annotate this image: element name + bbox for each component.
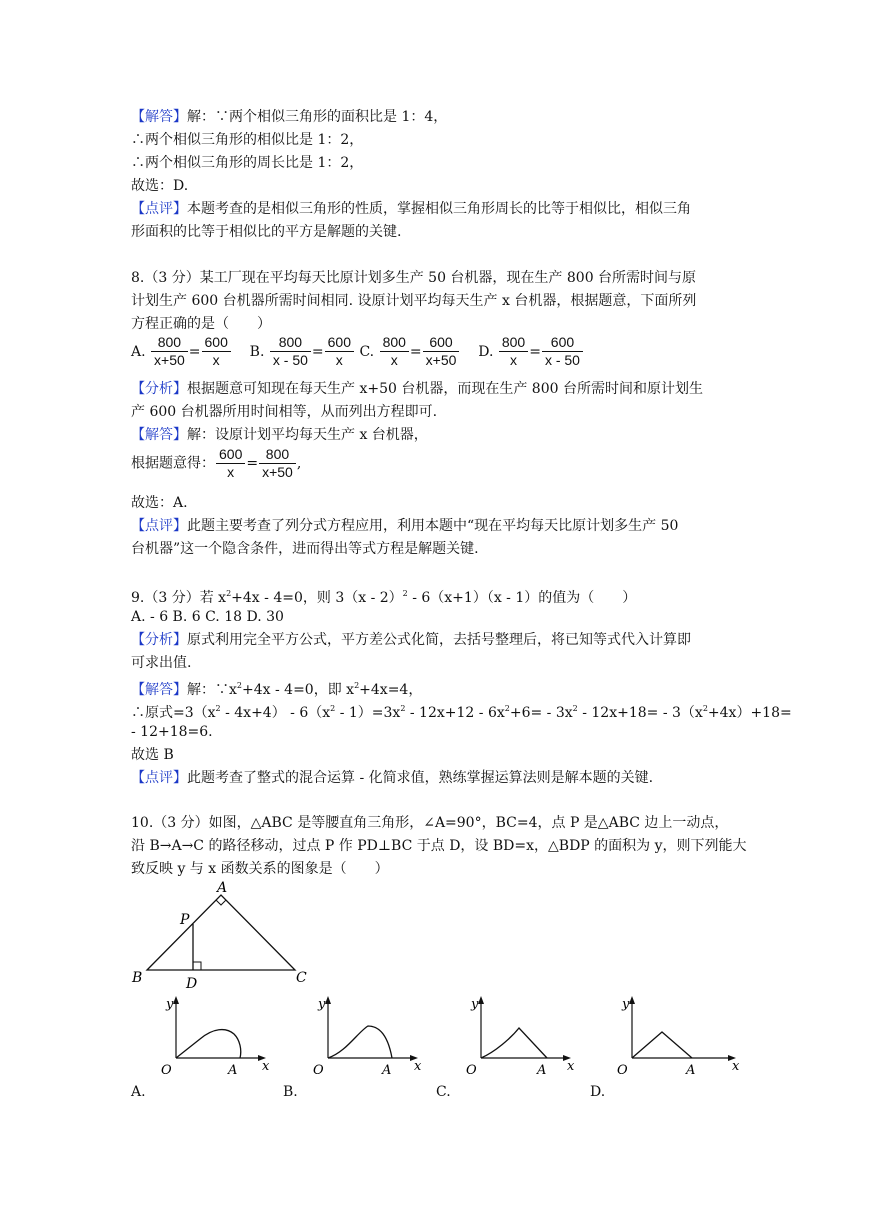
q8-review-line (131, 517, 678, 535)
analysis-tag: 【分析】 (131, 381, 187, 397)
choice-label-d: D. (590, 1084, 606, 1100)
choice-label-a: A. (131, 1084, 146, 1100)
q9-analysis-line-2: 可求出值. (131, 655, 192, 671)
q9-work-line-2: - 12+18=6. (131, 724, 213, 740)
review-text: 本题考查的是相似三角形的性质，掌握相似三角形周长的比等于相似比，相似三角 (187, 201, 691, 217)
q8-stem-1: 8.（3 分）某工厂现在平均每天比原计划多生产 50 台机器，现在生产 800 台所需时间与原 (131, 270, 697, 286)
fraction: $\frac{600}{x}$ (325, 334, 354, 369)
fraction: $\frac{600}{x}$ (202, 334, 231, 369)
answer-tag: 【解答】 (131, 427, 187, 443)
q9-work-line: ∴原式$=3(x^2 - 4x+4) - 6(x^2 - 1)=3x^2 - 12x+12 - 6x^2+6= - 3x^2 - 12x+18= - 3(x^2+4x)+18=$ (131, 704, 792, 721)
svg-text:O: O (466, 1063, 477, 1078)
graph-option-d (606, 992, 746, 1082)
svg-text:O: O (313, 1063, 324, 1078)
choice-label-b: B. (283, 1084, 298, 1100)
right-angle-a (216, 900, 226, 905)
triangle-figure (125, 880, 325, 995)
label-d: D (186, 976, 198, 992)
svg-text:y: y (318, 997, 326, 1012)
graph-option-a (150, 992, 275, 1082)
q7-answer-line (131, 108, 447, 126)
q9-options: A. - 6 B. 6 C. 18 D. 30 (131, 609, 284, 625)
q9-analysis-line: 【分析】原式利用完全平方公式，平方差公式化简，去括号整理后，将已知等式代入计算即 (131, 632, 691, 648)
curve (328, 1026, 392, 1058)
graph-option-b (302, 992, 427, 1082)
q8-analysis-line (131, 380, 703, 398)
svg-text:O: O (161, 1063, 172, 1078)
fraction: $\frac{600}{x+50}$ (423, 334, 460, 369)
q8-choice-line: 故选：A. (131, 495, 188, 511)
fraction: $\frac{800}{x}$ (499, 334, 528, 369)
q9-answer-line: 【解答】解：$\because x^2+4x - 4=0$，即 $x^2+4x=4$， (131, 681, 423, 698)
right-angle-d (193, 962, 201, 970)
q8-options (131, 334, 584, 369)
answer-tag: 【解答】 (131, 682, 187, 698)
q8-stem-3: 方程正确的是（ ） (131, 316, 271, 332)
graph-option-c (455, 992, 580, 1082)
curve (632, 1032, 692, 1058)
q7-line-4: 故选：D. (131, 178, 189, 194)
q7-review-line (131, 200, 691, 218)
q8-review-line-2: 台机器”这一个隐含条件，进而得出等式方程是解题关键. (131, 541, 479, 557)
fraction: $\frac{800}{x}$ (380, 334, 409, 369)
q9-review-line: 【点评】此题考查了整式的混合运算 - 化简求值，熟练掌握运算法则是解本题的关键. (131, 770, 654, 786)
q7-review-line-2: 形面积的比等于相似比的平方是解题的关键. (131, 224, 402, 240)
q10-stem-1: 10.（3 分）如图，△ABC 是等腰直角三角形，∠A=90°，BC=4，点 P 是△ABC 边上一动点， (131, 815, 729, 831)
label-p: P (180, 912, 190, 928)
svg-text:A: A (228, 1063, 238, 1078)
label-c: C (296, 970, 307, 986)
svg-text:x: x (414, 1059, 422, 1074)
label-a: A (217, 880, 228, 896)
q8-analysis-line-2: 产 600 台机器所用时间相等，从而列出方程即可. (131, 404, 438, 420)
review-tag: 【点评】 (131, 518, 187, 534)
svg-text:y: y (166, 997, 174, 1012)
svg-text:A: A (686, 1063, 696, 1078)
curve (176, 1030, 241, 1058)
choice-label-c: C. (436, 1084, 451, 1100)
svg-text:x: x (262, 1059, 270, 1074)
fraction: $\frac{800}{x - 50}$ (270, 334, 311, 369)
q9-choice-line: 故选 B (131, 747, 174, 763)
svg-text:y: y (471, 997, 479, 1012)
option-c: C. $\frac{800}{x}$ = $\frac{600}{x+50}$ (359, 344, 460, 360)
answer-tag: 【解答】 (131, 109, 187, 125)
analysis-tag: 【分析】 (131, 632, 187, 648)
fraction: $\frac{800}{x+50}$ (259, 446, 296, 481)
label-b: B (132, 970, 143, 986)
svg-text:A: A (537, 1063, 547, 1078)
q10-stem-3: 致反映 y 与 x 函数关系的图象是（ ） (131, 861, 389, 877)
q9-stem: 9.（3 分）若 $x^2+4x - 4=0$，则 3（x - 2）$^2$ - 6（x+1）（x - 1）的值为（ ） (131, 589, 637, 606)
review-tag: 【点评】 (131, 201, 187, 217)
fraction: $\frac{600}{x}$ (216, 446, 245, 481)
analysis-text: 根据题意可知现在每天生产 x+50 台机器，而现在生产 800 台所需时间和原计划生 (187, 381, 703, 397)
svg-text:x: x (567, 1059, 575, 1074)
fraction: $\frac{600}{x - 50}$ (542, 334, 583, 369)
q7-line-2: ∴两个相似三角形的相似比是 1：2， (131, 132, 364, 148)
option-d: D. $\frac{800}{x}$ = $\frac{600}{x - 50}$ (478, 344, 584, 360)
curve (481, 1028, 547, 1058)
answer-text: 解：设原计划平均每天生产 x 台机器， (187, 427, 428, 443)
svg-text:A: A (382, 1063, 392, 1078)
svg-text:O: O (617, 1063, 628, 1078)
q10-stem-2: 沿 B→A→C 的路径移动，过点 P 作 PD⊥BC 于点 D，设 BD=x，△BDP 的面积为 y，则下列能大 (131, 838, 747, 854)
review-tag: 【点评】 (131, 770, 187, 786)
triangle-abc (147, 895, 295, 970)
svg-text:y: y (622, 997, 630, 1012)
q7-line-3: ∴两个相似三角形的周长比是 1：2， (131, 155, 364, 171)
review-text: 此题主要考查了列分式方程应用，利用本题中“现在平均每天比原计划多生产 50 (187, 518, 679, 534)
q8-equation-line: 根据题意得： $\frac{600}{x}$ = $\frac{800}{x+50}$ , (131, 446, 302, 480)
svg-text:x: x (732, 1059, 740, 1074)
option-a: A. $\frac{800}{x+50}$ = $\frac{600}{x}$ (131, 344, 232, 360)
fraction: $\frac{800}{x+50}$ (151, 334, 188, 369)
q8-stem-2: 计划生产 600 台机器所需时间相同. 设原计划平均每天生产 x 台机器，根据题意，下面所列 (131, 293, 697, 309)
option-b: B. $\frac{800}{x - 50}$ = $\frac{600}{x}$ (250, 344, 355, 360)
q8-answer-line (131, 426, 428, 444)
answer-text: 解：∵两个相似三角形的面积比是 1：4， (187, 109, 448, 125)
